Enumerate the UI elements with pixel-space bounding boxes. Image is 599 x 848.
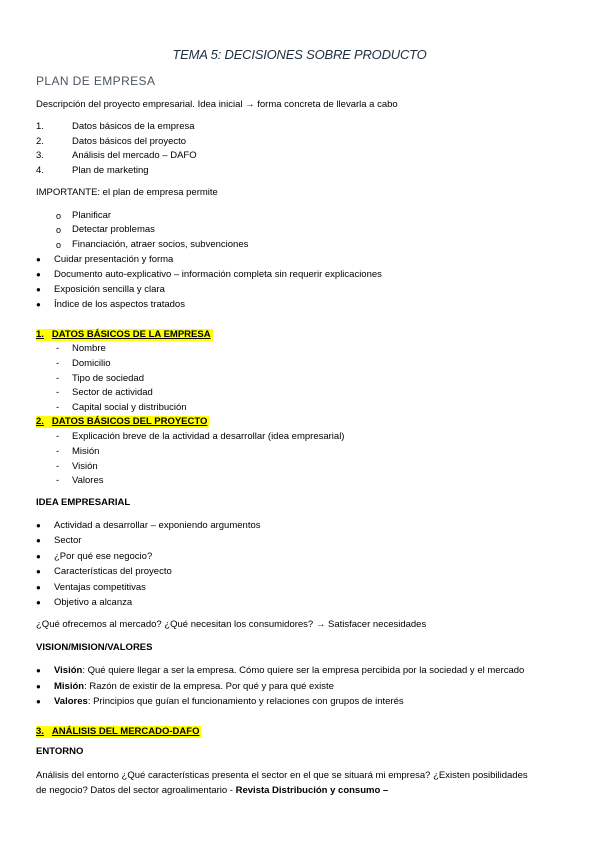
list-item: Visión xyxy=(72,461,98,472)
idea-heading: IDEA EMPRESARIAL xyxy=(36,497,131,508)
list-number: 4. xyxy=(36,165,44,176)
vmv-heading: VISION/MISION/VALORES xyxy=(36,642,153,653)
section-number: 3. xyxy=(36,726,44,737)
dash-icon: - xyxy=(56,358,60,369)
bullet-icon: ● xyxy=(36,521,41,530)
dash-icon: - xyxy=(56,446,60,457)
dash-icon: - xyxy=(56,373,60,384)
list-item: Documento auto-explicativo – información completa sin requerir explicaciones xyxy=(54,269,382,280)
dash-icon: - xyxy=(56,461,60,472)
list-item: Cuidar presentación y forma xyxy=(54,254,174,265)
idea-question: ¿Qué ofrecemos al mercado? ¿Qué necesitan los consumidores? → Satisfacer necesidades xyxy=(36,619,427,630)
list-item: Financiación, atraer socios, subvenciones xyxy=(72,239,249,250)
list-item: Nombre xyxy=(72,343,106,354)
list-item: Índice de los aspectos tratados xyxy=(54,299,185,310)
entorno-text-start: de negocio? Datos del sector agroalimentario - xyxy=(36,785,236,796)
term: Misión xyxy=(54,681,85,692)
list-item xyxy=(54,665,524,677)
list-item: Misión xyxy=(72,446,100,457)
list-item: Datos básicos de la empresa xyxy=(72,121,195,132)
list-item: Actividad a desarrollar – exponiendo argumentos xyxy=(54,520,261,531)
section-title: DATOS BÁSICOS DEL PROYECTO xyxy=(51,416,208,427)
definition: : Razón de existir de la empresa. Por qué y para qué existe xyxy=(84,681,334,692)
list-number: 3. xyxy=(36,150,44,161)
bullet-icon: ● xyxy=(36,583,41,592)
bullet-icon: ● xyxy=(36,598,41,607)
section-heading-datos-empresa xyxy=(36,329,213,341)
list-item: Planificar xyxy=(72,210,112,221)
bullet-icon: ● xyxy=(36,552,41,561)
term: Valores xyxy=(54,696,88,707)
bullet-icon: ● xyxy=(36,255,41,264)
list-item: Sector xyxy=(54,535,82,546)
list-item: Exposición sencilla y clara xyxy=(54,284,165,295)
important-note: IMPORTANTE: el plan de empresa permite xyxy=(36,187,218,198)
dash-icon: - xyxy=(56,475,60,486)
definition: : Qué quiere llegar a ser la empresa. Cómo quiere ser la empresa percibida por la sociedad y el mercado xyxy=(82,665,525,676)
bullet-icon: ● xyxy=(36,270,41,279)
list-item: Objetivo a alcanza xyxy=(54,597,133,608)
bullet-icon: ● xyxy=(36,697,41,706)
bullet-icon: ● xyxy=(36,567,41,576)
list-item: Plan de marketing xyxy=(72,165,149,176)
list-item: Sector de actividad xyxy=(72,387,153,398)
section-title: DATOS BÁSICOS DE LA EMPRESA xyxy=(51,329,211,340)
section-number: 1. xyxy=(36,329,44,340)
circle-bullet-icon: o xyxy=(56,211,62,221)
term: Visión xyxy=(54,665,83,676)
circle-bullet-icon: o xyxy=(56,225,62,235)
circle-bullet-icon: o xyxy=(56,240,62,250)
list-item: Características del proyecto xyxy=(54,566,172,577)
plan-description: Descripción del proyecto empresarial. Idea inicial → forma concreta de llevarla a cabo xyxy=(36,99,398,110)
bullet-icon: ● xyxy=(36,300,41,309)
list-number: 1. xyxy=(36,121,44,132)
section-title: ANÁLISIS DEL MERCADO-DAFO xyxy=(51,726,200,737)
list-item: Tipo de sociedad xyxy=(72,373,145,384)
list-item xyxy=(54,681,334,693)
entorno-text: Análisis del entorno ¿Qué características presenta el sector en el que se situará mi empresa? ¿Existen posibilidades xyxy=(36,770,528,781)
bullet-icon: ● xyxy=(36,285,41,294)
page-title: TEMA 5: DECISIONES SOBRE PRODUCTO xyxy=(172,47,427,62)
list-item: Ventajas competitivas xyxy=(54,582,146,593)
definition: : Principios que guían el funcionamiento y relaciones con grupos de interés xyxy=(87,696,404,707)
list-item: Valores xyxy=(72,475,104,486)
section-number: 2. xyxy=(36,416,44,427)
bullet-icon: ● xyxy=(36,682,41,691)
list-item: ¿Por qué ese negocio? xyxy=(54,551,153,562)
list-item: Domicilio xyxy=(72,358,111,369)
list-item: Explicación breve de la actividad a desarrollar (idea empresarial) xyxy=(72,431,345,442)
list-item: Datos básicos del proyecto xyxy=(72,136,187,147)
list-item: Análisis del mercado – DAFO xyxy=(72,150,197,161)
dash-icon: - xyxy=(56,343,60,354)
dash-icon: - xyxy=(56,387,60,398)
section-heading-datos-proyecto xyxy=(36,416,209,428)
entorno-source: Revista Distribución y consumo – xyxy=(235,785,389,796)
section-heading-plan-empresa: PLAN DE EMPRESA xyxy=(36,74,156,88)
bullet-icon: ● xyxy=(36,536,41,545)
section-heading-analisis xyxy=(36,726,201,738)
dash-icon: - xyxy=(56,402,60,413)
list-item: Detectar problemas xyxy=(72,224,155,235)
entorno-text xyxy=(36,785,388,797)
dash-icon: - xyxy=(56,431,60,442)
list-number: 2. xyxy=(36,136,44,147)
entorno-heading: ENTORNO xyxy=(36,746,84,757)
list-item xyxy=(54,696,404,708)
bullet-icon: ● xyxy=(36,666,41,675)
list-item: Capital social y distribución xyxy=(72,402,187,413)
